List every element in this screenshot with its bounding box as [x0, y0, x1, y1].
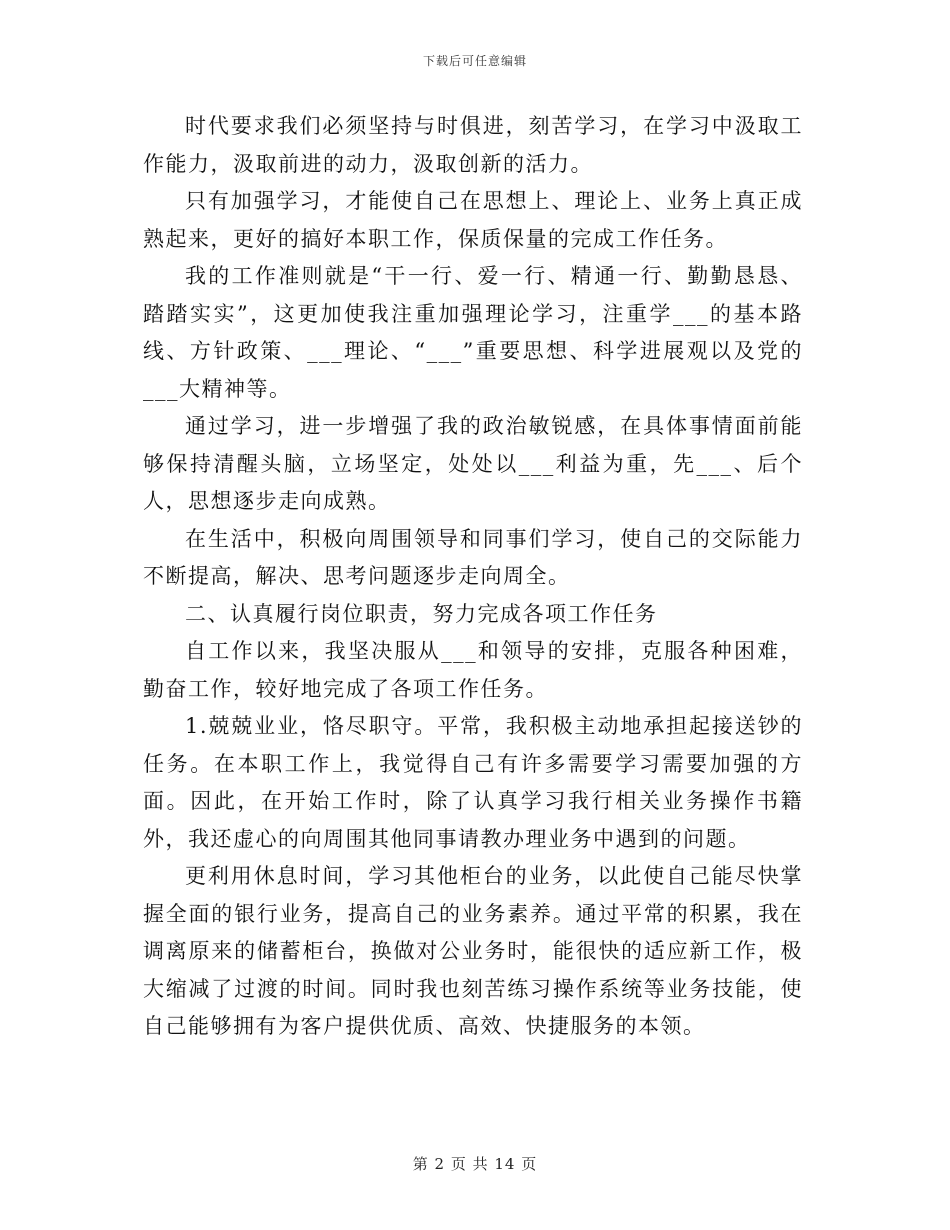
paragraph-6: 自工作以来，我坚决服从___和领导的安排，克服各种困难，勤奋工作，较好地完成了各项工作任务。	[143, 639, 803, 701]
document-body	[143, 108, 803, 1046]
paragraph-5: 在生活中，积极向周围领导和同事们学习，使自己的交际能力不断提高，解决、思考问题逐步走向周全。	[143, 526, 803, 588]
page-header: 下载后可任意编辑	[422, 54, 527, 68]
paragraph-3: 我的工作准则就是“干一行、爱一行、精通一行、勤勤恳恳、踏踏实实”，这更加使我注重加强理论学习，注重学___的基本路线、方针政策、___理论、“___”重要思想、科学进展观以及党的___大精神等。	[143, 264, 803, 401]
paragraph-8: 更利用休息时间，学习其他柜台的业务，以此使自己能尽快掌握全面的银行业务，提高自己的业务素养。通过平常的积累，我在调离原来的储蓄柜台，换做对公业务时，能很快的适应新工作，极大缩减了过渡的时间。同时我也刻苦练习操作系统等业务技能，使自己能够拥有为客户提供优质、高效、快捷服务的本领。	[143, 864, 803, 1038]
paragraph-4: 通过学习，进一步增强了我的政治敏锐感，在具体事情面前能够保持清醒头脑，立场坚定，处处以___利益为重，先___、后个人，思想逐步走向成熟。	[143, 414, 803, 513]
paragraph-7: 1.兢兢业业，恪尽职守。平常，我积极主动地承担起接送钞的任务。在本职工作上，我觉得自己有许多需要学习需要加强的方面。因此，在开始工作时，除了认真学习我行相关业务操作书籍外，我还虚心的向周围其他同事请教办理业务中遇到的问题。	[143, 714, 803, 851]
paragraph-1: 时代要求我们必须坚持与时俱进，刻苦学习，在学习中汲取工作能力，汲取前进的动力，汲取创新的活力。	[143, 114, 803, 176]
section-heading: 二、认真履行岗位职责，努力完成各项工作任务	[185, 601, 658, 626]
paragraph-2: 只有加强学习，才能使自己在思想上、理论上、业务上真正成熟起来，更好的搞好本职工作，保质保量的完成工作任务。	[143, 189, 803, 251]
page-number-footer: 第 2 页 共 14 页	[412, 1155, 538, 1173]
